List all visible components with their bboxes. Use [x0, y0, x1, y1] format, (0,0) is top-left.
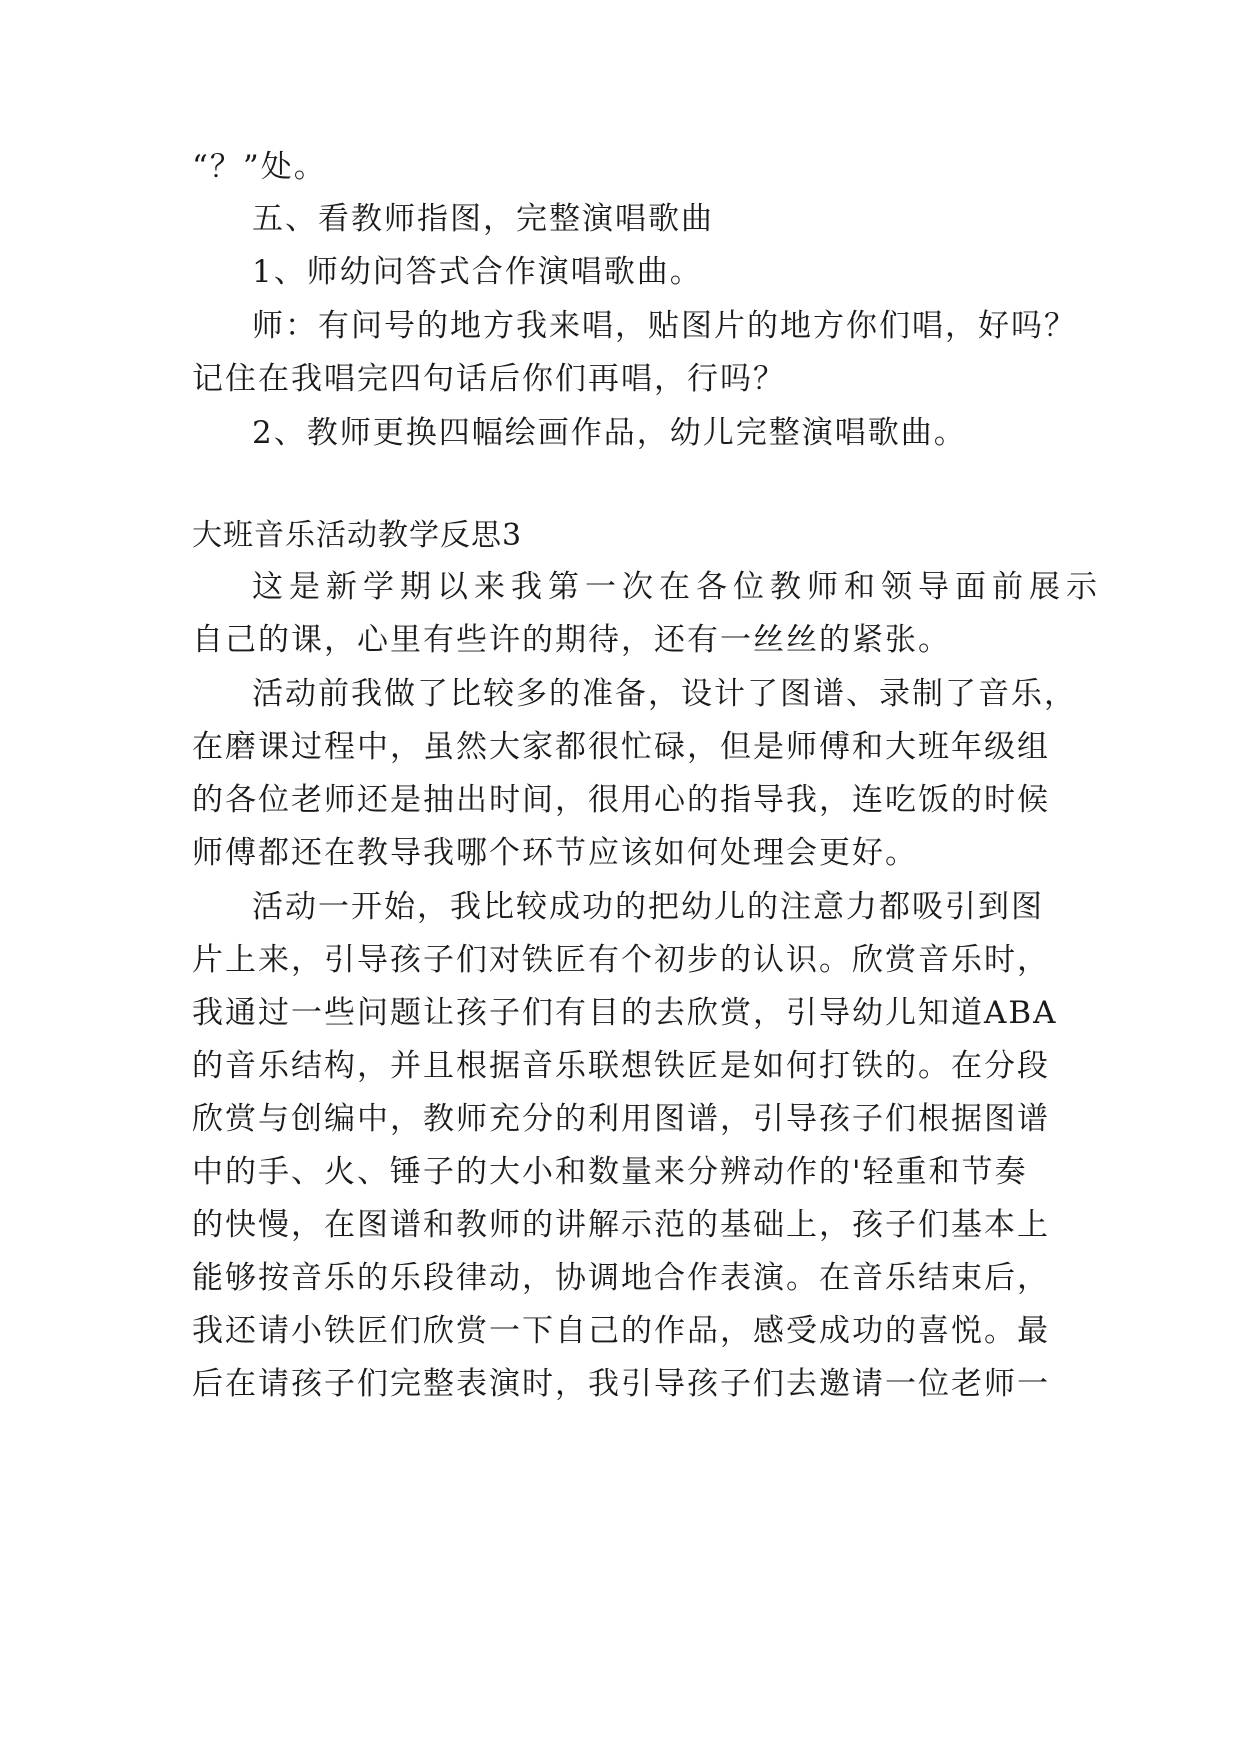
paragraph-line: 的快慢，在图谱和教师的讲解示范的基础上，孩子们基本上 — [192, 1207, 1050, 1243]
paragraph-line: 师：有问号的地方我来唱，贴图片的地方你们唱，好吗？ — [252, 308, 1077, 344]
section-title: 大班音乐活动教学反思3 — [192, 518, 523, 553]
paragraph-line: 在磨课过程中，虽然大家都很忙碌，但是师傅和大班年级组 — [192, 729, 1050, 765]
paragraph-line: 中的手、火、锤子的大小和数量来分辨动作的'轻重和节奏 — [192, 1154, 1028, 1190]
paragraph-line: 记住在我唱完四句话后你们再唱，行吗？ — [192, 361, 786, 397]
paragraph-line: “？”处。 — [192, 149, 327, 185]
paragraph-line: 2、教师更换四幅绘画作品，幼儿完整演唱歌曲。 — [252, 415, 967, 451]
paragraph-line: 后在请孩子们完整表演时，我引导孩子们去邀请一位老师一 — [192, 1366, 1050, 1402]
paragraph-line: 这是新学期以来我第一次在各位教师和领导面前展示 — [252, 569, 1103, 605]
paragraph-line: 自己的课，心里有些许的期待，还有一丝丝的紧张。 — [192, 622, 951, 658]
paragraph-line: 活动一开始，我比较成功的把幼儿的注意力都吸引到图 — [252, 889, 1044, 925]
paragraph-line: 能够按音乐的乐段律动，协调地合作表演。在音乐结束后， — [192, 1260, 1050, 1296]
paragraph-line: 我通过一些问题让孩子们有目的去欣赏，引导幼儿知道ABA — [192, 995, 1058, 1031]
paragraph-line: 的各位老师还是抽出时间，很用心的指导我，连吃饭的时候 — [192, 782, 1050, 818]
paragraph-line: 片上来，引导孩子们对铁匠有个初步的认识。欣赏音乐时， — [192, 942, 1050, 978]
paragraph-line: 欣赏与创编中，教师充分的利用图谱，引导孩子们根据图谱 — [192, 1101, 1050, 1137]
paragraph-line: 我还请小铁匠们欣赏一下自己的作品，感受成功的喜悦。最 — [192, 1313, 1050, 1349]
paragraph-line: 的音乐结构，并且根据音乐联想铁匠是如何打铁的。在分段 — [192, 1048, 1050, 1084]
paragraph-line: 五、看教师指图，完整演唱歌曲 — [252, 201, 714, 237]
paragraph-line: 1、师幼问答式合作演唱歌曲。 — [252, 254, 703, 290]
paragraph-line: 师傅都还在教导我哪个环节应该如何处理会更好。 — [192, 835, 918, 871]
paragraph-line: 活动前我做了比较多的准备，设计了图谱、录制了音乐， — [252, 676, 1077, 712]
